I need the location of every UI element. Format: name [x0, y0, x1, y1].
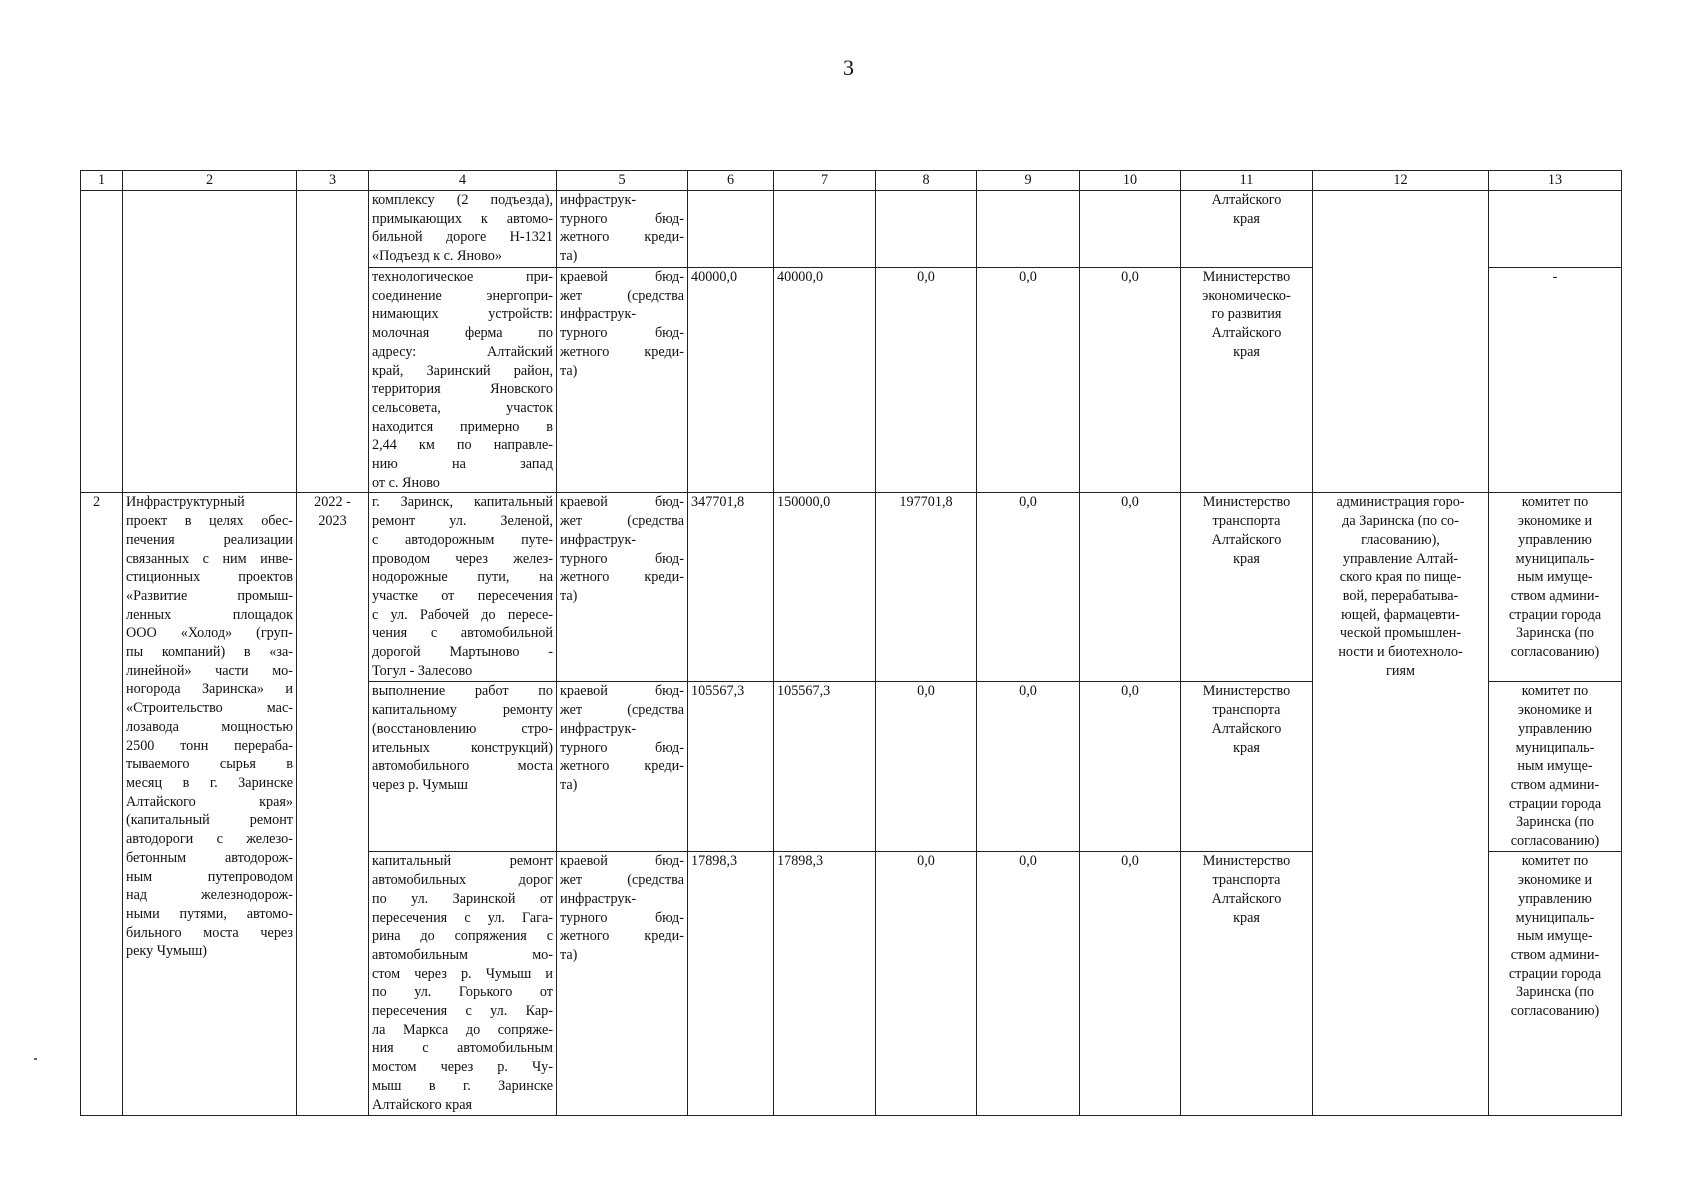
cell-line: от с. Яново [372, 474, 440, 491]
header-cell: 1 [81, 171, 123, 191]
cell-line: с ул. Рабочей до пересе- [372, 606, 553, 623]
cell-line: ленных площадок [126, 606, 293, 623]
cell-line: Алтайского [1211, 890, 1282, 907]
cell-source [557, 493, 688, 682]
table-row [81, 191, 1622, 268]
cell-line: бильного моста через [126, 924, 293, 941]
cell-line: рина до сопряжения с [372, 928, 553, 945]
cell-line: комитет по [1521, 494, 1589, 511]
cell-project [123, 191, 297, 493]
cell-line: Инфраструктурный [126, 494, 245, 511]
cell-line: стом через р. Чумыш и [372, 965, 553, 982]
cell-line: муниципаль- [1515, 739, 1595, 756]
cell-line: Министерство [1202, 269, 1291, 285]
cell-line: реку Чумыш) [126, 943, 208, 960]
cell-period [297, 191, 369, 493]
cell-line: края [1233, 909, 1260, 926]
cell-source [557, 191, 688, 268]
cell-line: комитет по [1521, 683, 1589, 700]
cell-line: нимающих устройств: [372, 306, 553, 323]
header-cell: 6 [688, 171, 774, 191]
cell-line: турного бюд- [560, 550, 684, 567]
cell-line: инфраструк- [560, 192, 637, 208]
cell-line: (капитальный ремонт [126, 812, 293, 829]
cell-line: турного бюд- [560, 210, 684, 227]
cell-coexecutors [1313, 493, 1489, 1116]
cell-line: по ул. Горького от [372, 984, 553, 1001]
cell-col10: 0,0 [1080, 852, 1181, 1116]
cell-col9: 0,0 [977, 852, 1080, 1116]
cell-line: проект в целях обес- [126, 513, 293, 530]
cell-line: мыш в г. Заринске [372, 1077, 553, 1094]
cell-line: транспорта [1212, 702, 1281, 719]
cell-col9: 0,0 [977, 682, 1080, 852]
cell-col10: 0,0 [1080, 682, 1181, 852]
cell-line: Алтайского края [372, 1096, 473, 1113]
cell-line: Министерство [1202, 494, 1291, 511]
program-table [80, 170, 1622, 1116]
cell-line: краевой бюд- [560, 494, 684, 511]
cell-source [557, 682, 688, 852]
cell-line: печения реализации [126, 531, 293, 548]
cell-col8: 0,0 [876, 268, 977, 493]
cell-object [369, 191, 557, 268]
cell-col10: 0,0 [1080, 268, 1181, 493]
cell-line: управлению [1518, 531, 1592, 548]
cell-col9 [977, 191, 1080, 268]
cell-col10 [1080, 191, 1181, 268]
cell-object [369, 682, 557, 852]
cell-participants [1489, 191, 1622, 268]
cell-col9: 0,0 [977, 493, 1080, 682]
cell-line: администрация горо- [1336, 494, 1465, 511]
cell-line: ными путями, автомо- [126, 905, 293, 922]
cell-line: края [1233, 210, 1260, 227]
cell-line: Алтайского [1211, 325, 1282, 342]
header-cell: 11 [1181, 171, 1313, 191]
cell-col10: 0,0 [1080, 493, 1181, 682]
cell-line: да Заринска (по со- [1342, 513, 1459, 530]
cell-line: та) [560, 248, 578, 265]
cell-total: 105567,3 [688, 682, 774, 852]
cell-line: над железнодорож- [126, 887, 293, 904]
cell-line: капитальному ремонту [372, 702, 553, 719]
cell-participants [1489, 682, 1622, 852]
cell-line: экономике и [1517, 513, 1593, 530]
cell-line: молочная ферма по [372, 325, 553, 342]
cell-line: краевой бюд- [560, 853, 684, 870]
header-cell: 9 [977, 171, 1080, 191]
cell-object [369, 268, 557, 493]
cell-line: турного бюд- [560, 325, 684, 342]
cell-line: Алтайского [1211, 192, 1282, 208]
cell-source [557, 852, 688, 1116]
cell-responsible [1181, 682, 1313, 852]
cell-line: краевой бюд- [560, 683, 684, 700]
cell-line: турного бюд- [560, 909, 684, 926]
cell-line: территория Яновского [372, 381, 553, 398]
cell-line: турного бюд- [560, 739, 684, 756]
cell-line: жетного креди- [560, 928, 684, 945]
cell-line: та) [560, 946, 578, 963]
cell-line: линейной» части мо- [126, 662, 293, 679]
cell-project [123, 493, 297, 1116]
cell-line: жетного креди- [560, 758, 684, 775]
cell-line: г. Заринск, капитальный [372, 494, 553, 511]
header-cell: 13 [1489, 171, 1622, 191]
cell-line: транспорта [1212, 513, 1281, 530]
cell-object [369, 852, 557, 1116]
cell-line: жет (средства [560, 513, 684, 530]
cell-line: края [1233, 343, 1260, 360]
cell-line: адресу: Алтайский [372, 343, 553, 360]
cell-line: гласованию), [1361, 531, 1440, 548]
cell-line: через р. Чумыш [372, 776, 468, 793]
cell-responsible [1181, 268, 1313, 493]
cell-line: Министерство [1202, 683, 1291, 700]
cell-line: бильной дороге Н-1321 [372, 229, 553, 246]
cell-line: нию на запад [372, 456, 553, 473]
cell-col8: 197701,8 [876, 493, 977, 682]
cell-line: 2,44 км по направле- [372, 437, 553, 454]
cell-line: та) [560, 362, 578, 379]
cell-line: 2023 [318, 513, 347, 530]
scan-speck [34, 1058, 37, 1060]
cell-line: экономике и [1517, 702, 1593, 719]
cell-line: 2500 тонн перераба- [126, 737, 293, 754]
header-cell: 12 [1313, 171, 1489, 191]
cell-line: Алтайского края» [126, 793, 293, 810]
cell-line: жет (средства [560, 287, 684, 304]
cell-line: краевой бюд- [560, 269, 684, 285]
cell-line: ООО «Холод» (груп- [126, 625, 293, 642]
cell-line: ремонт ул. Зеленой, [372, 513, 553, 530]
cell-line: ности и биотехноло- [1338, 644, 1463, 661]
cell-col7: 17898,3 [774, 852, 876, 1116]
cell-coexecutors [1313, 191, 1489, 493]
cell-responsible [1181, 191, 1313, 268]
cell-line: ным путепроводом [126, 868, 293, 885]
cell-line: управлению [1518, 720, 1592, 737]
cell-line: 2022 - [314, 494, 351, 511]
cell-line: ла Маркса до сопряже- [372, 1021, 553, 1038]
cell-line: нодорожные пути, на [372, 569, 553, 586]
cell-line: гиям [1386, 662, 1415, 679]
cell-col8 [876, 191, 977, 268]
cell-line: края [1233, 739, 1260, 756]
cell-line: Тогул - Залесово [372, 662, 473, 679]
cell-line: ным имуще- [1517, 928, 1593, 945]
cell-line: автодороги с железо- [126, 831, 293, 848]
cell-line: жетного креди- [560, 229, 684, 246]
cell-line: бетонным автодорож- [126, 849, 293, 866]
page-number: 3 [843, 55, 854, 80]
cell-object [369, 493, 557, 682]
header-cell: 7 [774, 171, 876, 191]
cell-line: ческой промышлен- [1339, 625, 1462, 642]
cell-line: стиционных проектов [126, 569, 293, 586]
cell-col7: 105567,3 [774, 682, 876, 852]
cell-line: страции города [1508, 795, 1602, 812]
cell-line: комитет по [1521, 853, 1589, 870]
cell-responsible [1181, 493, 1313, 682]
cell-line: край, Заринский район, [372, 362, 553, 379]
cell-line: технологическое при- [372, 269, 553, 285]
cell-col7: 40000,0 [774, 268, 876, 493]
cell-line: транспорта [1212, 872, 1281, 889]
cell-line: дорогой Мартыново - [372, 644, 553, 661]
header-cell: 3 [297, 171, 369, 191]
cell-line: участке от пересечения [372, 587, 553, 604]
cell-line: примыкающих к автомо- [372, 210, 553, 227]
cell-line: пересечения с ул. Кар- [372, 1003, 553, 1020]
cell-line: го развития [1211, 306, 1282, 323]
cell-line: ным имуще- [1517, 758, 1593, 775]
cell-line: ством админи- [1510, 946, 1600, 963]
cell-line: Министерство [1202, 853, 1291, 870]
cell-line: «Подъезд к с. Яново» [372, 248, 502, 265]
cell-line: инфраструк- [560, 306, 637, 323]
cell-line: жет (средства [560, 872, 684, 889]
cell-line: с автодорожным путе- [372, 531, 553, 548]
cell-participants [1489, 852, 1622, 1116]
cell-period [297, 493, 369, 1116]
cell-line: ющей, фармацевти- [1341, 606, 1460, 623]
cell-col8: 0,0 [876, 682, 977, 852]
cell-line: чения с автомобильной [372, 625, 553, 642]
cell-line: ством админи- [1510, 776, 1600, 793]
cell-col9: 0,0 [977, 268, 1080, 493]
cell-line: тываемого сырья в [126, 756, 293, 773]
cell-line: страции города [1508, 606, 1602, 623]
cell-line: муниципаль- [1515, 550, 1595, 567]
cell-line: согласованию) [1510, 644, 1600, 661]
cell-line: Заринска (по [1516, 984, 1594, 1001]
cell-line: ния с автомобильным [372, 1040, 553, 1057]
cell-line: жетного креди- [560, 569, 684, 586]
cell-line: инфраструк- [560, 720, 637, 737]
cell-col7: 150000,0 [774, 493, 876, 682]
cell-line: инфраструк- [560, 890, 637, 907]
cell-line: месяц в г. Заринске [126, 774, 293, 791]
cell-source [557, 268, 688, 493]
cell-participants [1489, 493, 1622, 682]
cell-line: инфраструк- [560, 531, 637, 548]
cell-total [688, 191, 774, 268]
cell-total: 40000,0 [688, 268, 774, 493]
cell-total: 17898,3 [688, 852, 774, 1116]
cell-line: ством админи- [1510, 587, 1600, 604]
cell-line: согласованию) [1510, 833, 1600, 850]
cell-line: мостом через р. Чу- [372, 1059, 553, 1076]
cell-col8: 0,0 [876, 852, 977, 1116]
cell-line: страции города [1508, 965, 1602, 982]
cell-line: ительных конструкций) [372, 739, 553, 756]
cell-line: пы компаний) в «за- [126, 644, 293, 661]
cell-responsible [1181, 852, 1313, 1116]
cell-line: выполнение работ по [372, 683, 553, 700]
cell-line: экономике и [1517, 872, 1593, 889]
cell-line: «Строительство мас- [126, 700, 293, 717]
header-cell: 8 [876, 171, 977, 191]
cell-line: та) [560, 587, 578, 604]
cell-line: автомобильного моста [372, 758, 553, 775]
cell-line: управлению [1518, 890, 1592, 907]
cell-line: жет (средства [560, 702, 684, 719]
cell-line: по ул. Заринской от [372, 890, 553, 907]
cell-line: согласованию) [1510, 1003, 1600, 1020]
header-cell: 5 [557, 171, 688, 191]
cell-line: лозавода мощностью [126, 718, 293, 735]
cell-line: ского края по пище- [1339, 569, 1462, 586]
cell-line: ногорода Заринска» и [126, 681, 293, 698]
cell-line: находится примерно в [372, 418, 553, 435]
cell-line: Алтайского [1211, 531, 1282, 548]
cell-number: 2 [81, 493, 123, 1116]
cell-line: (восстановлению стро- [372, 720, 553, 737]
cell-col7 [774, 191, 876, 268]
header-cell: 4 [369, 171, 557, 191]
cell-line: та) [560, 776, 578, 793]
cell-line: сельсовета, участок [372, 399, 553, 416]
cell-line: соединение энергопри- [372, 287, 553, 304]
cell-line: автомобильных дорог [372, 872, 553, 889]
cell-line: проводом через желез- [372, 550, 553, 567]
cell-line: экономическо- [1202, 287, 1291, 304]
header-row [81, 171, 1622, 191]
cell-line: ным имуще- [1517, 569, 1593, 586]
cell-line: края [1233, 550, 1260, 567]
cell-line: комплексу (2 подъезда), [372, 192, 553, 208]
cell-line: связанных с ним инве- [126, 550, 293, 567]
cell-number [81, 191, 123, 493]
cell-line: вой, перерабатыва- [1342, 587, 1459, 604]
cell-line: автомобильным мо- [372, 946, 553, 963]
cell-line: капитальный ремонт [372, 853, 553, 870]
cell-line: жетного креди- [560, 343, 684, 360]
cell-line: Заринска (по [1516, 814, 1594, 831]
cell-line: пересечения с ул. Гага- [372, 909, 553, 926]
cell-total: 347701,8 [688, 493, 774, 682]
cell-line: управление Алтай- [1342, 550, 1459, 567]
cell-line: «Развитие промыш- [126, 587, 293, 604]
cell-line: Заринска (по [1516, 625, 1594, 642]
header-cell: 10 [1080, 171, 1181, 191]
header-cell: 2 [123, 171, 297, 191]
table-row [81, 493, 1622, 682]
cell-participants: - [1489, 268, 1622, 493]
cell-line: Алтайского [1211, 720, 1282, 737]
cell-line: муниципаль- [1515, 909, 1595, 926]
